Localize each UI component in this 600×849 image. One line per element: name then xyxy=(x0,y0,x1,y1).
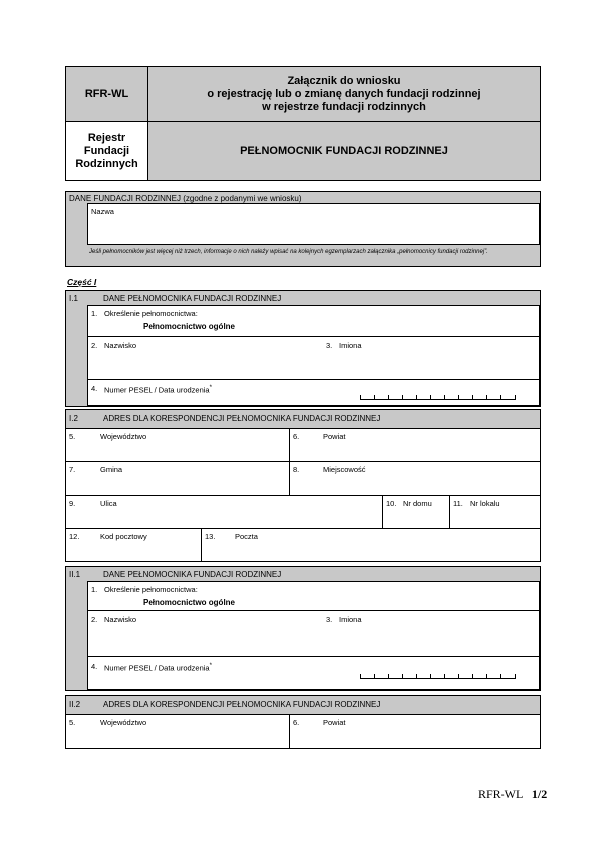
foundation-section xyxy=(65,191,541,267)
authorization-type-label: Określenie pełnomocnictwa: xyxy=(104,309,198,318)
pesel-digit-boxes[interactable] xyxy=(360,394,516,400)
pesel-label-text-2: Numer PESEL / Data urodzenia xyxy=(104,663,210,673)
section-i1-number: I.1 xyxy=(69,294,78,303)
section-ii2-number: II.2 xyxy=(69,700,81,709)
footer-page-number: 1/2 xyxy=(531,787,548,801)
authorization-type-value-2: Pełnomocnictwo ogólne xyxy=(143,598,236,607)
form-code-cell xyxy=(66,67,148,122)
section-i2-number: I.2 xyxy=(69,414,78,423)
section-ii1-number: II.1 xyxy=(69,570,81,579)
section-i1 xyxy=(65,290,541,407)
apartment-number-label: Nr lokalu xyxy=(470,499,500,508)
section-ii1-fields xyxy=(87,581,540,690)
street-field[interactable] xyxy=(66,496,383,529)
surname-label-2: Nazwisko xyxy=(104,615,137,624)
voivodeship-label: Województwo xyxy=(100,432,147,441)
postal-code-label: Kod pocztowy xyxy=(100,532,147,541)
post-office-field[interactable] xyxy=(202,529,540,561)
first-names-number: 3. xyxy=(326,341,333,350)
first-names-number-2: 3. xyxy=(326,615,333,624)
foundation-note: Jeśli pełnomocników jest więcej niż trzech, informacje o nich należy wpisać na kolejnych egzemplarzach załącznika „pełnomocnicy fundacji rodzinnej”. xyxy=(89,249,488,255)
voivodeship-number: 5. xyxy=(69,432,76,441)
authorization-type-number-2: 1. xyxy=(91,585,98,594)
pesel-field[interactable] xyxy=(88,380,539,405)
post-office-label: Poczta xyxy=(235,532,258,541)
commune-number: 7. xyxy=(69,465,76,474)
apartment-number-field[interactable] xyxy=(450,496,540,529)
locality-label: Miejscowość xyxy=(323,465,366,474)
authorization-type-field-2[interactable] xyxy=(88,582,539,611)
registry-line-1: Rejestr xyxy=(87,131,126,144)
county-number: 6. xyxy=(293,432,300,441)
section-ii2-fields xyxy=(65,714,541,749)
locality-field[interactable] xyxy=(290,462,540,496)
authorization-type-number: 1. xyxy=(91,309,98,318)
pesel-number-2: 4. xyxy=(91,662,98,671)
form-subtitle-cell xyxy=(148,122,540,180)
post-office-number: 13. xyxy=(205,532,216,541)
foundation-section-title: DANE FUNDACJI RODZINNEJ (zgodne z podanymi we wniosku) xyxy=(69,194,302,203)
voivodeship-number-2: 5. xyxy=(69,718,76,727)
first-names-field[interactable] xyxy=(318,337,539,380)
form-subtitle: PEŁNOMOCNIK FUNDACJI RODZINNEJ xyxy=(240,144,448,157)
house-number-field[interactable] xyxy=(383,496,450,529)
section-i2 xyxy=(65,409,541,429)
commune-field[interactable] xyxy=(66,462,290,496)
voivodeship-label-2: Województwo xyxy=(100,718,147,727)
county-label-2: Powiat xyxy=(323,718,346,727)
surname-field-2[interactable] xyxy=(88,611,318,656)
foundation-name-label: Nazwa xyxy=(91,207,114,216)
section-ii2-title: ADRES DLA KORESPONDENCJI PEŁNOMOCNIKA FUNDACJI RODZINNEJ xyxy=(103,700,381,709)
form-code: RFR-WL xyxy=(84,87,129,100)
surname-label: Nazwisko xyxy=(104,341,137,350)
pesel-label-2 xyxy=(104,662,212,673)
pesel-label xyxy=(104,384,212,395)
form-title-line-3: w rejestrze fundacji rodzinnych xyxy=(262,100,426,113)
page-footer xyxy=(478,787,547,802)
county-field[interactable] xyxy=(290,429,540,462)
first-names-label: Imiona xyxy=(339,341,362,350)
postal-code-field[interactable] xyxy=(66,529,202,561)
section-ii1 xyxy=(65,566,541,691)
registry-line-2: Fundacji xyxy=(83,144,130,157)
house-number-label: Nr domu xyxy=(403,499,432,508)
section-i2-fields xyxy=(65,428,541,562)
section-i1-title: DANE PEŁNOMOCNIKA FUNDACJI RODZINNEJ xyxy=(103,294,282,303)
street-number: 9. xyxy=(69,499,76,508)
authorization-type-value: Pełnomocnictwo ogólne xyxy=(143,322,236,331)
voivodeship-field-2[interactable] xyxy=(66,715,290,748)
commune-label: Gmina xyxy=(100,465,123,474)
pesel-field-2[interactable] xyxy=(88,656,539,689)
county-field-2[interactable] xyxy=(290,715,540,748)
county-number-2: 6. xyxy=(293,718,300,727)
first-names-label-2: Imiona xyxy=(339,615,362,624)
voivodeship-field[interactable] xyxy=(66,429,290,462)
pesel-label-text: Numer PESEL / Data urodzenia xyxy=(104,385,210,395)
section-i1-fields xyxy=(87,305,540,406)
postal-code-number: 12. xyxy=(69,532,80,541)
form-title-line-2: o rejestrację lub o zmianę danych fundacji rodzinnej xyxy=(207,87,481,100)
street-label: Ulica xyxy=(100,499,117,508)
authorization-type-label-2: Określenie pełnomocnictwa: xyxy=(104,585,198,594)
form-title-cell xyxy=(148,67,540,122)
section-i2-title: ADRES DLA KORESPONDENCJI PEŁNOMOCNIKA FUNDACJI RODZINNEJ xyxy=(103,414,381,423)
authorization-type-field[interactable] xyxy=(88,306,539,337)
section-ii2 xyxy=(65,695,541,715)
pesel-footnote-mark-2: * xyxy=(209,662,213,669)
county-label: Powiat xyxy=(323,432,346,441)
section-ii1-title: DANE PEŁNOMOCNIKA FUNDACJI RODZINNEJ xyxy=(103,570,282,579)
form-title-line-1: Załącznik do wniosku xyxy=(287,74,401,87)
pesel-digit-boxes-2[interactable] xyxy=(360,673,516,679)
locality-number: 8. xyxy=(293,465,300,474)
footer-form-code: RFR-WL xyxy=(478,787,523,801)
registry-line-3: Rodzinnych xyxy=(75,157,138,170)
pesel-footnote-mark: * xyxy=(209,384,213,391)
pesel-number: 4. xyxy=(91,384,98,393)
house-number-number: 10. xyxy=(386,499,397,508)
surname-number-2: 2. xyxy=(91,615,98,624)
apartment-number-number: 11. xyxy=(453,499,463,508)
form-header xyxy=(65,66,541,181)
foundation-name-field[interactable] xyxy=(87,203,540,245)
registry-name-cell xyxy=(66,122,148,180)
part-label: Część I xyxy=(67,277,97,287)
surname-field[interactable] xyxy=(88,337,318,380)
first-names-field-2[interactable] xyxy=(318,611,539,656)
surname-number: 2. xyxy=(91,341,98,350)
